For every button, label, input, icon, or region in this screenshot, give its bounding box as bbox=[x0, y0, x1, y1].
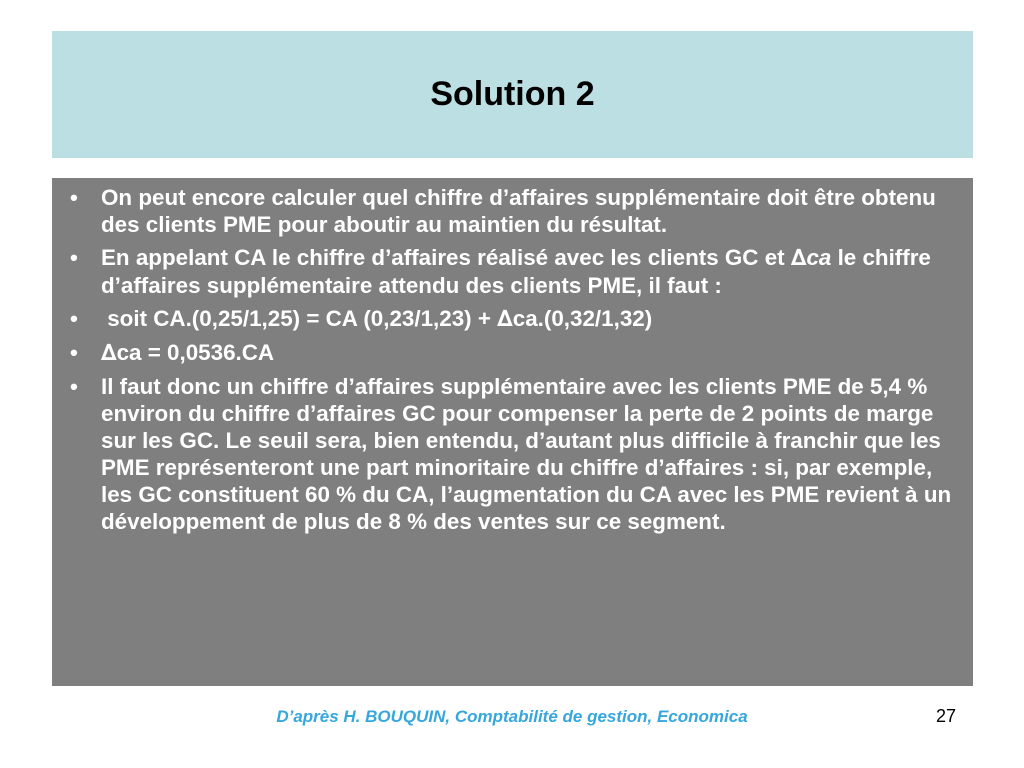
bullet-dot: • bbox=[70, 306, 78, 331]
bullet-item-3 bbox=[66, 305, 957, 333]
delta-symbol: ∆ bbox=[497, 306, 513, 332]
bullet-text: Il faut donc un chiffre d’affaires supplémentaire avec les clients PME de 5,4 % environ du chiffre d’affaires GC pour compenser la perte de 2 points de marge sur les GC. Le seuil sera, bien entendu, d’autant plus difficile à franchir que les PME représenteront une part minoritaire du chiffre d’affaires : si, par exemple, les GC constituent 60 % du CA, l’augmentation du CA avec les PME revient à un développement de plus de 8 % des ventes sur ce segment. bbox=[101, 374, 952, 534]
bullet-text: En appelant CA le chiffre d’affaires réalisé avec les clients GC et bbox=[101, 245, 791, 270]
bullet-item-1 bbox=[66, 184, 957, 238]
title-panel bbox=[52, 31, 973, 158]
footer-source: D’après H. BOUQUIN, Comptabilité de gestion, Economica bbox=[276, 707, 748, 726]
bullet-item-4 bbox=[66, 339, 957, 367]
bullet-dot: • bbox=[70, 374, 78, 399]
content-panel bbox=[52, 178, 973, 686]
variable-ca: ca bbox=[806, 245, 832, 270]
bullet-item-2 bbox=[66, 244, 957, 299]
delta-symbol: ∆ bbox=[101, 340, 117, 366]
bullet-dot: • bbox=[70, 245, 78, 270]
bullet-text-cont: ca.(0,32/1,32) bbox=[512, 306, 653, 331]
bullet-text-cont: le chiffre d’affaires supplémentaire attendu des clients PME, il faut : bbox=[101, 245, 931, 298]
page-number: 27 bbox=[936, 706, 957, 726]
bullet-list bbox=[66, 184, 957, 535]
bullet-dot: • bbox=[70, 340, 78, 365]
slide-title: Solution 2 bbox=[430, 75, 595, 113]
bullet-text: On peut encore calculer quel chiffre d’affaires supplémentaire doit être obtenu des clients PME pour aboutir au maintien du résultat. bbox=[101, 185, 936, 237]
bullet-dot: • bbox=[70, 185, 78, 210]
bullet-text: soit CA.(0,25/1,25) = CA (0,23/1,23) + bbox=[101, 306, 498, 331]
bullet-text: ca = 0,0536.CA bbox=[116, 340, 275, 365]
bullet-item-5 bbox=[66, 373, 957, 535]
delta-symbol: ∆ bbox=[790, 245, 807, 271]
